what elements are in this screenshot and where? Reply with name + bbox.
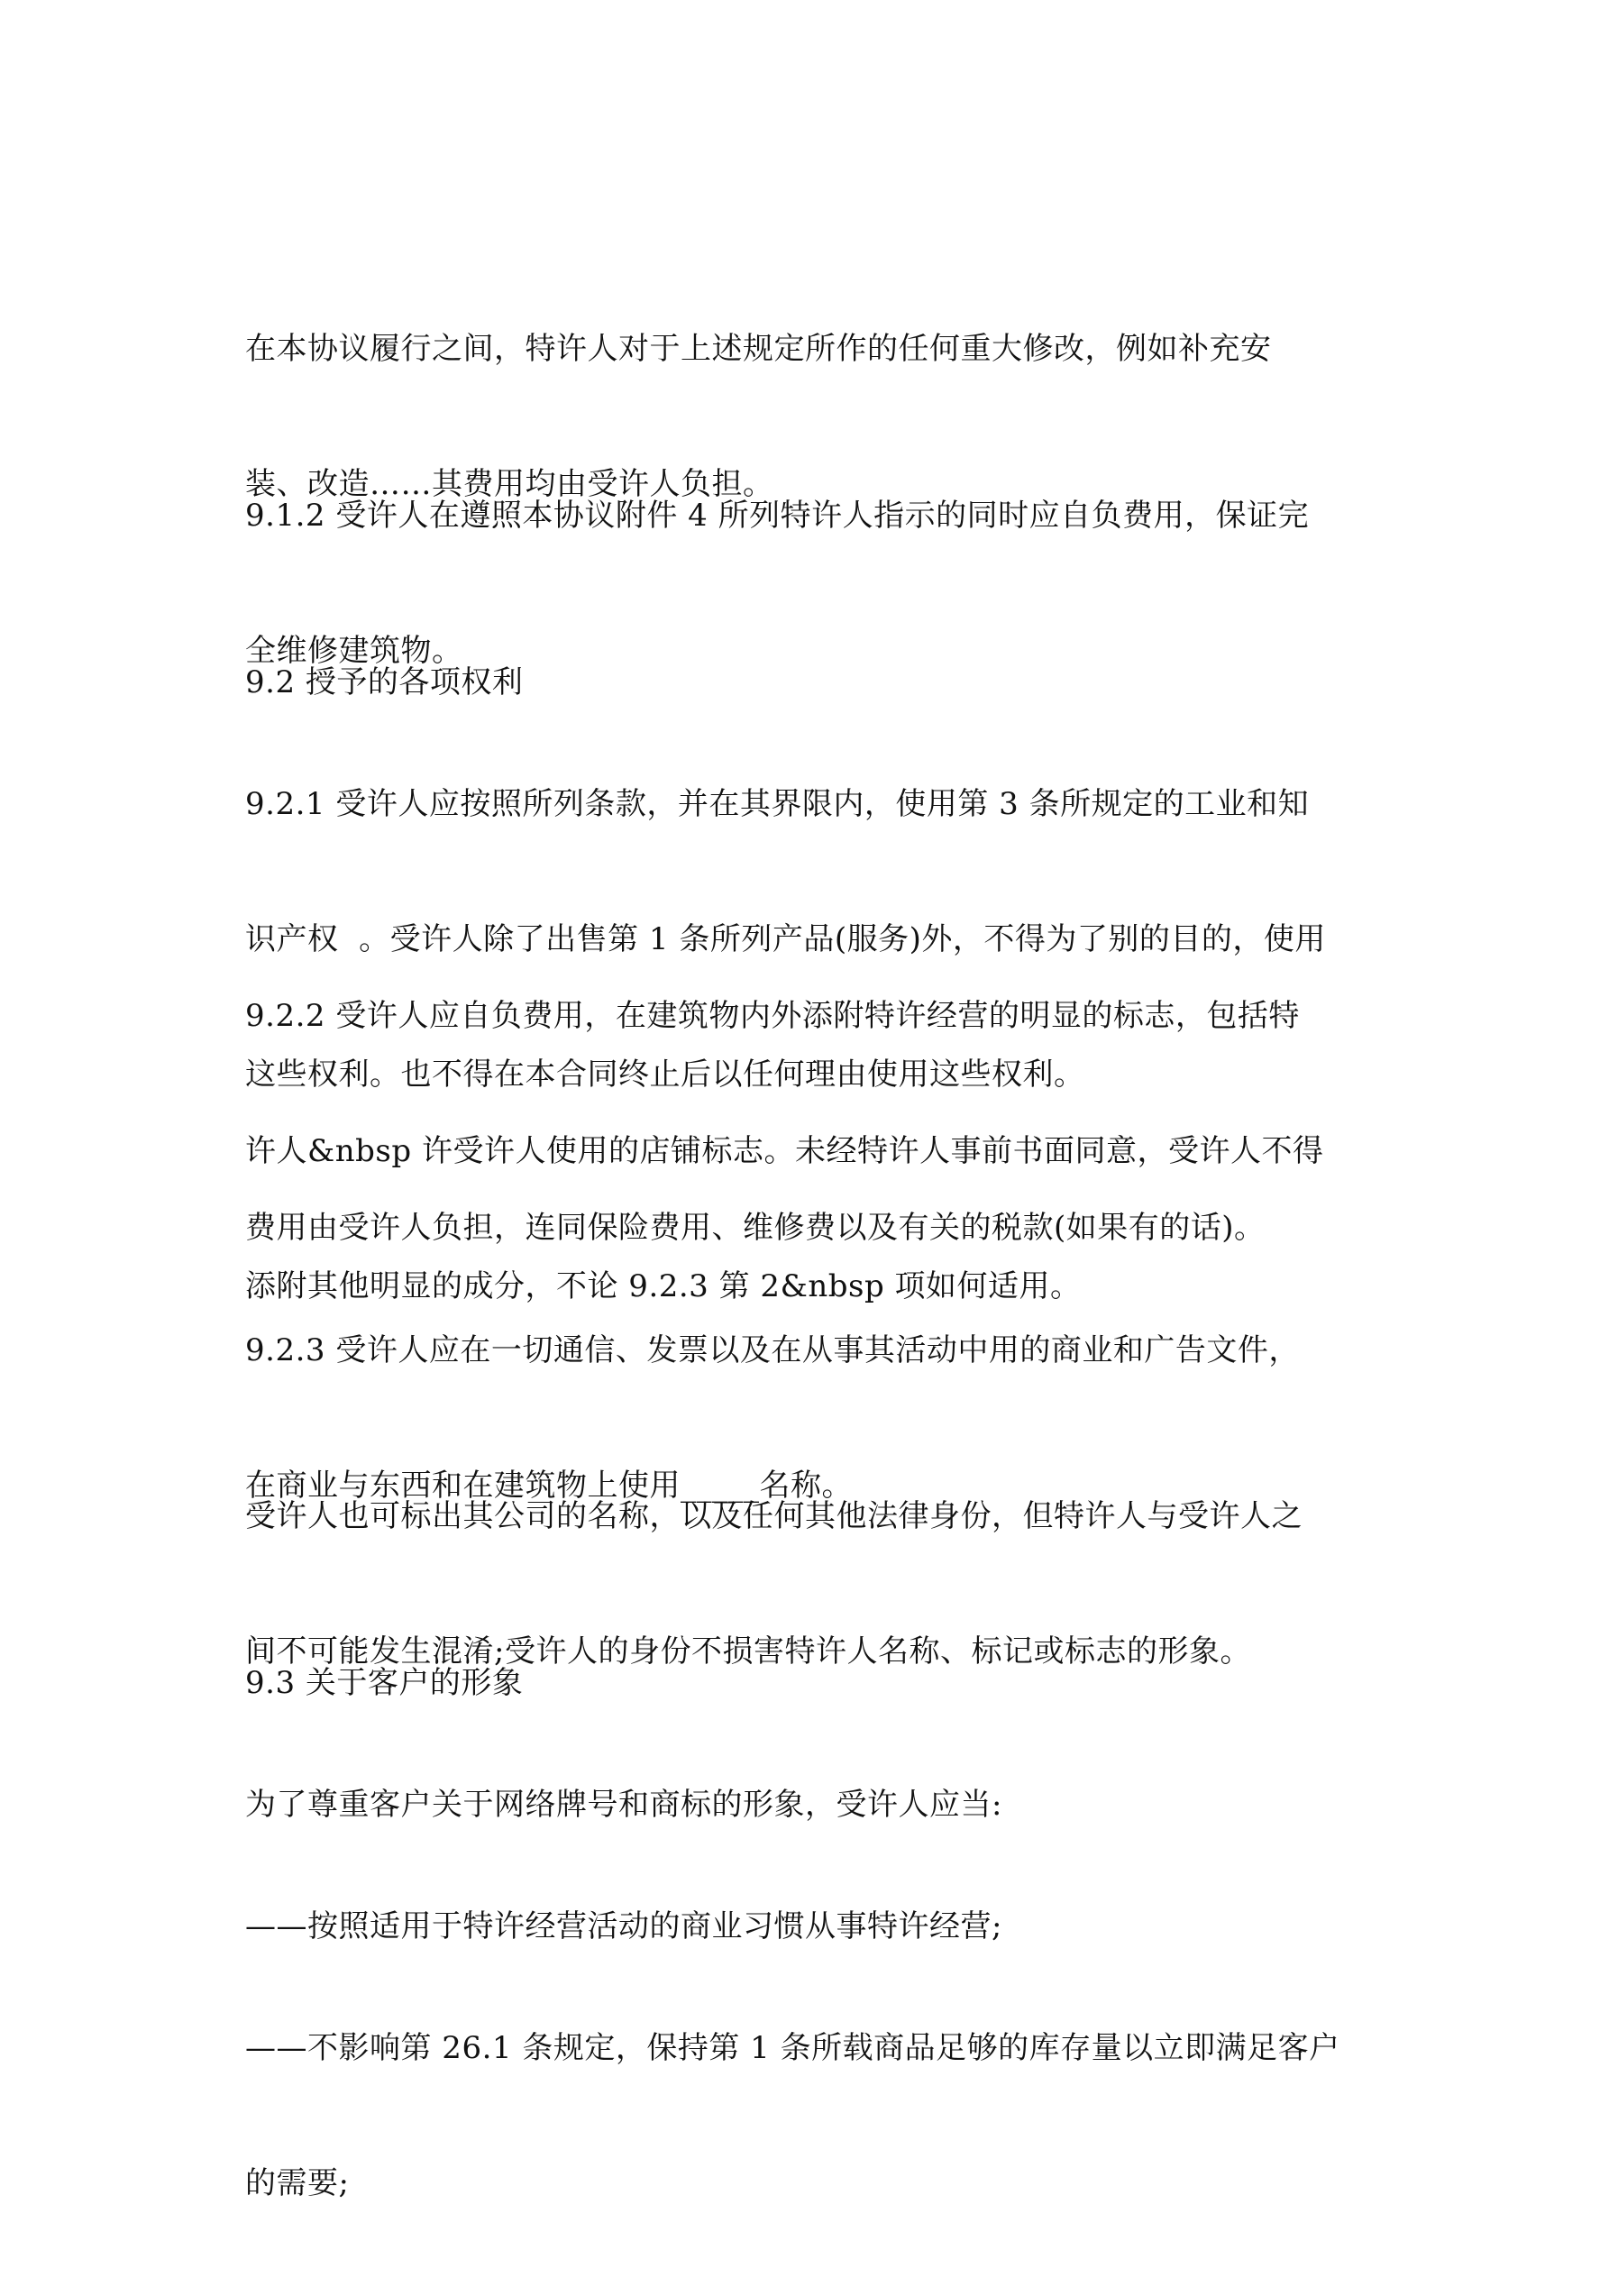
text-line: ——按照适用于特许经营活动的商业习惯从事特许经营; bbox=[245, 1908, 1002, 1944]
text-line: 添附其他明显的成分，不论 9.2.3 第 2&nbsp 项如何适用。 bbox=[245, 1268, 1082, 1304]
text-line: 这些权利。也不得在本合同终止后以任何理由使用这些权利。 bbox=[245, 1057, 1085, 1093]
text-line: 9.2.1 受许人应按照所列条款，并在其界限内，使用第 3 条所规定的工业和知 bbox=[245, 786, 1310, 822]
text-line: 9.2.3 受许人应在一切通信、发票以及在从事其活动中用的商业和广告文件， bbox=[245, 1332, 1300, 1368]
list-item-inventory bbox=[245, 1935, 1372, 2296]
text-line: 全维修建筑物。 bbox=[245, 633, 463, 669]
text-line: 9.2.2 受许人应自负费用，在建筑物内外添附特许经营的明显的标志，包括特 bbox=[245, 998, 1300, 1034]
text-line: 9.2 授予的各项权利 bbox=[245, 664, 524, 700]
text-line: 9.1.2 受许人在遵照本协议附件 4 所列特许人指示的同时应自负费用，保证完 bbox=[245, 498, 1310, 534]
text-line: 9.3 关于客户的形象 bbox=[245, 1665, 524, 1701]
text-line: 的需要; bbox=[245, 2165, 350, 2201]
text-line: 在本协议履行之间，特许人对于上述规定所作的任何重大修改，例如补充安 bbox=[245, 331, 1272, 367]
text-line: 受许人也可标出其公司的名称，以及任何其他法律身份，但特许人与受许人之 bbox=[245, 1498, 1303, 1534]
text-line: 识产权 。受许人除了出售第 1 条所列产品(服务)外，不得为了别的目的，使用 bbox=[245, 921, 1326, 957]
text-line: 间不可能发生混淆;受许人的身份不损害特许人名称、标记或标志的形象。 bbox=[245, 1633, 1251, 1669]
text-line: 许人&nbsp 许受许人使用的店铺标志。未经特许人事前书面同意，受许人不得 bbox=[245, 1133, 1324, 1169]
text-line: 在商业与东西和在建筑物上使用_____名称。 bbox=[245, 1468, 853, 1504]
text-line: ——不影响第 26.1 条规定，保持第 1 条所载商品足够的库存量以立即满足客户 bbox=[245, 2030, 1340, 2066]
text-line: 为了尊重客户关于网络牌号和商标的形象，受许人应当: bbox=[245, 1787, 1002, 1823]
text-line: 装、改造……其费用均由受许人负担。 bbox=[245, 466, 774, 502]
text-line: 费用由受许人负担，连同保险费用、维修费以及有关的税款(如果有的话)。 bbox=[245, 1210, 1266, 1246]
